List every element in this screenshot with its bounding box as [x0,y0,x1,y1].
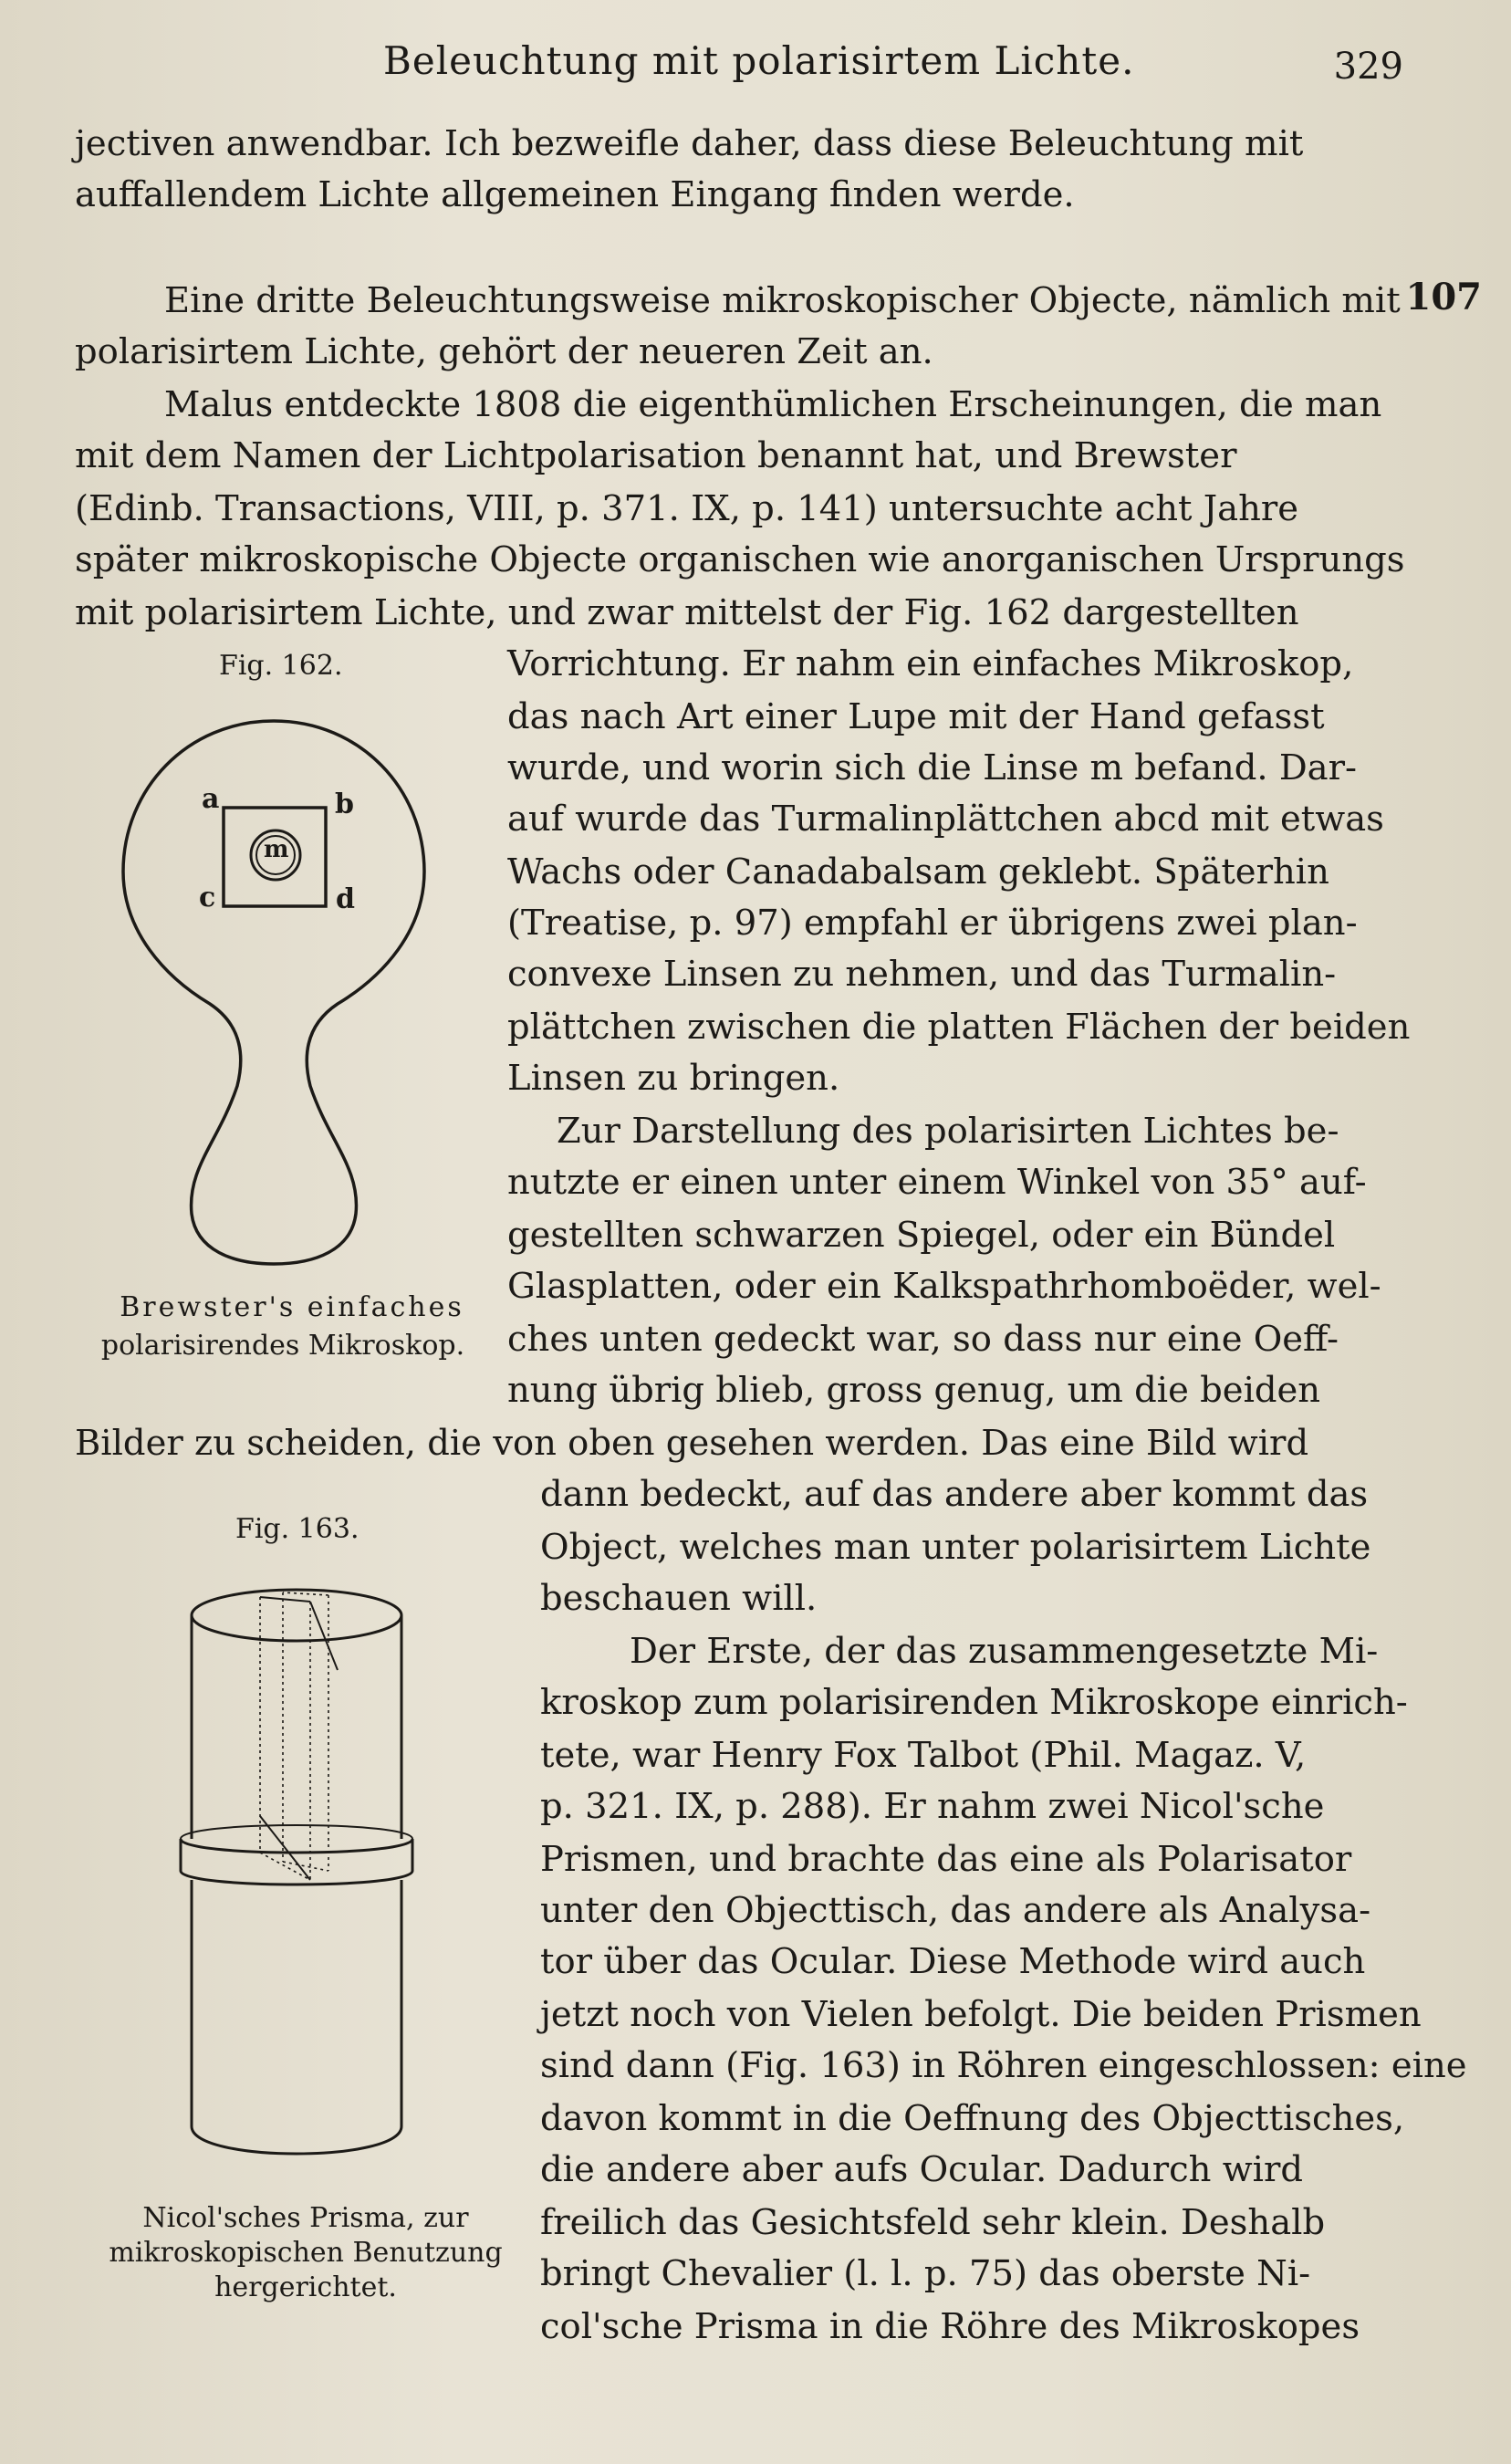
text-line: tor über das Ocular. Diese Methode wird auch [540,1941,1366,1982]
text-line: convexe Linsen zu nehmen, und das Turmalin- [507,954,1337,995]
text-line: bringt Chevalier (l. l. p. 75) das oberste Ni- [540,2253,1311,2294]
text-line: Zur Darstellung des polarisirten Lichtes be- [557,1111,1339,1152]
text-line: davon kommt in die Oeffnung des Objecttisches, [540,2098,1405,2139]
text-line: p. 321. IX, p. 288). Er nahm zwei Nicol'sche [540,1786,1325,1827]
text-line: col'sche Prisma in die Röhre des Mikroskopes [540,2306,1360,2347]
text-line: gestellten schwarzen Spiegel, oder ein Bündel [507,1215,1336,1256]
text-line: beschauen will. [540,1578,818,1619]
text-line: tete, war Henry Fox Talbot (Phil. Magaz. V, [540,1735,1307,1776]
text-line: später mikroskopische Objecte organischen wie anorganischen Ursprungs [75,539,1405,580]
text-line: (Edinb. Transactions, VIII, p. 371. IX, p. 141) untersuchte acht Jahre [75,488,1299,529]
section-number: 107 [1405,276,1482,318]
text-line: die andere aber aufs Ocular. Dadurch wird [540,2149,1304,2190]
figure-163-label: Fig. 163. [235,1513,360,1545]
text-line: das nach Art einer Lupe mit der Hand gefasst [507,696,1325,737]
text-line: Vorrichtung. Er nahm ein einfaches Mikroskop, [507,643,1354,684]
text-line: Object, welches man unter polarisirtem Lichte [540,1527,1371,1568]
text-line: wurde, und worin sich die Linse m befand. Dar- [507,747,1358,788]
text-line: Wachs oder Canadabalsam geklebt. Späterhin [507,851,1329,893]
text-line: Malus entdeckte 1808 die eigenthümlichen Erscheinungen, die man [164,384,1382,425]
figure-163-caption-line3: hergerichtet. [214,2271,397,2303]
text-line: dann bedeckt, auf das andere aber kommt das [540,1474,1369,1515]
figure-162-caption-line1: Brewster's einfaches [120,1291,464,1323]
text-line: plättchen zwischen die platten Flächen der beiden [507,1007,1411,1048]
page-number: 329 [1333,46,1403,88]
text-line: nung übrig blieb, gross genug, um die beiden [507,1370,1321,1411]
figure-163-caption-line1: Nicol'sches Prisma, zur [142,2202,469,2234]
text-line: jetzt noch von Vielen befolgt. Die beiden Prismen [540,1994,1422,2035]
text-line: jectiven anwendbar. Ich bezweifle daher, dass diese Beleuchtung mit [75,123,1304,164]
figure-162-letter-m: m [264,836,289,863]
text-line: kroskop zum polarisirenden Mikroskope einrich- [540,1682,1408,1723]
figure-162-caption-line2: polarisirendes Mikroskop. [100,1330,465,1362]
figure-163-illustration [173,1579,420,2181]
text-line: Bilder zu scheiden, die von oben gesehen werden. Das eine Bild wird [75,1423,1309,1464]
text-line: Glasplatten, oder ein Kalkspathrhomboëder, wel- [507,1266,1381,1307]
text-line: auffallendem Lichte allgemeinen Eingang finden werde. [75,174,1075,215]
figure-162-letter-c: c [199,882,216,914]
text-line: Eine dritte Beleuchtungsweise mikroskopischer Objecte, nämlich mit [164,280,1401,321]
figure-162-illustration [100,703,447,1278]
figure-162-letter-d: d [336,883,355,915]
text-line: ches unten gedeckt war, so dass nur eine Oeff- [507,1319,1339,1360]
figure-162-letter-a: a [202,783,220,815]
text-line: Prismen, und brachte das eine als Polarisator [540,1839,1352,1880]
text-line: nutzte er einen unter einem Winkel von 35° auf- [507,1162,1367,1203]
text-line: freilich das Gesichtsfeld sehr klein. Deshalb [540,2202,1326,2243]
text-line: Der Erste, der das zusammengesetzte Mi- [630,1631,1379,1672]
figure-162-letter-b: b [335,788,354,820]
text-line: mit polarisirtem Lichte, und zwar mittelst der Fig. 162 dargestellten [75,592,1299,633]
text-line: Linsen zu bringen. [507,1058,840,1099]
text-line: unter den Objecttisch, das andere als Analysa- [540,1890,1371,1931]
figure-163-caption-line2: mikroskopischen Benutzung [109,2237,503,2269]
text-line: mit dem Namen der Lichtpolarisation benannt hat, und Brewster [75,435,1237,476]
text-line: auf wurde das Turmalinplättchen abcd mit etwas [507,799,1384,840]
running-header: Beleuchtung mit polarisirtem Lichte. [383,38,1135,83]
text-line: (Treatise, p. 97) empfahl er übrigens zwei plan- [507,903,1358,944]
figure-162-label: Fig. 162. [219,650,343,682]
text-line: polarisirtem Lichte, gehört der neueren Zeit an. [75,331,933,372]
text-line: sind dann (Fig. 163) in Röhren eingeschlossen: eine [540,2045,1467,2086]
